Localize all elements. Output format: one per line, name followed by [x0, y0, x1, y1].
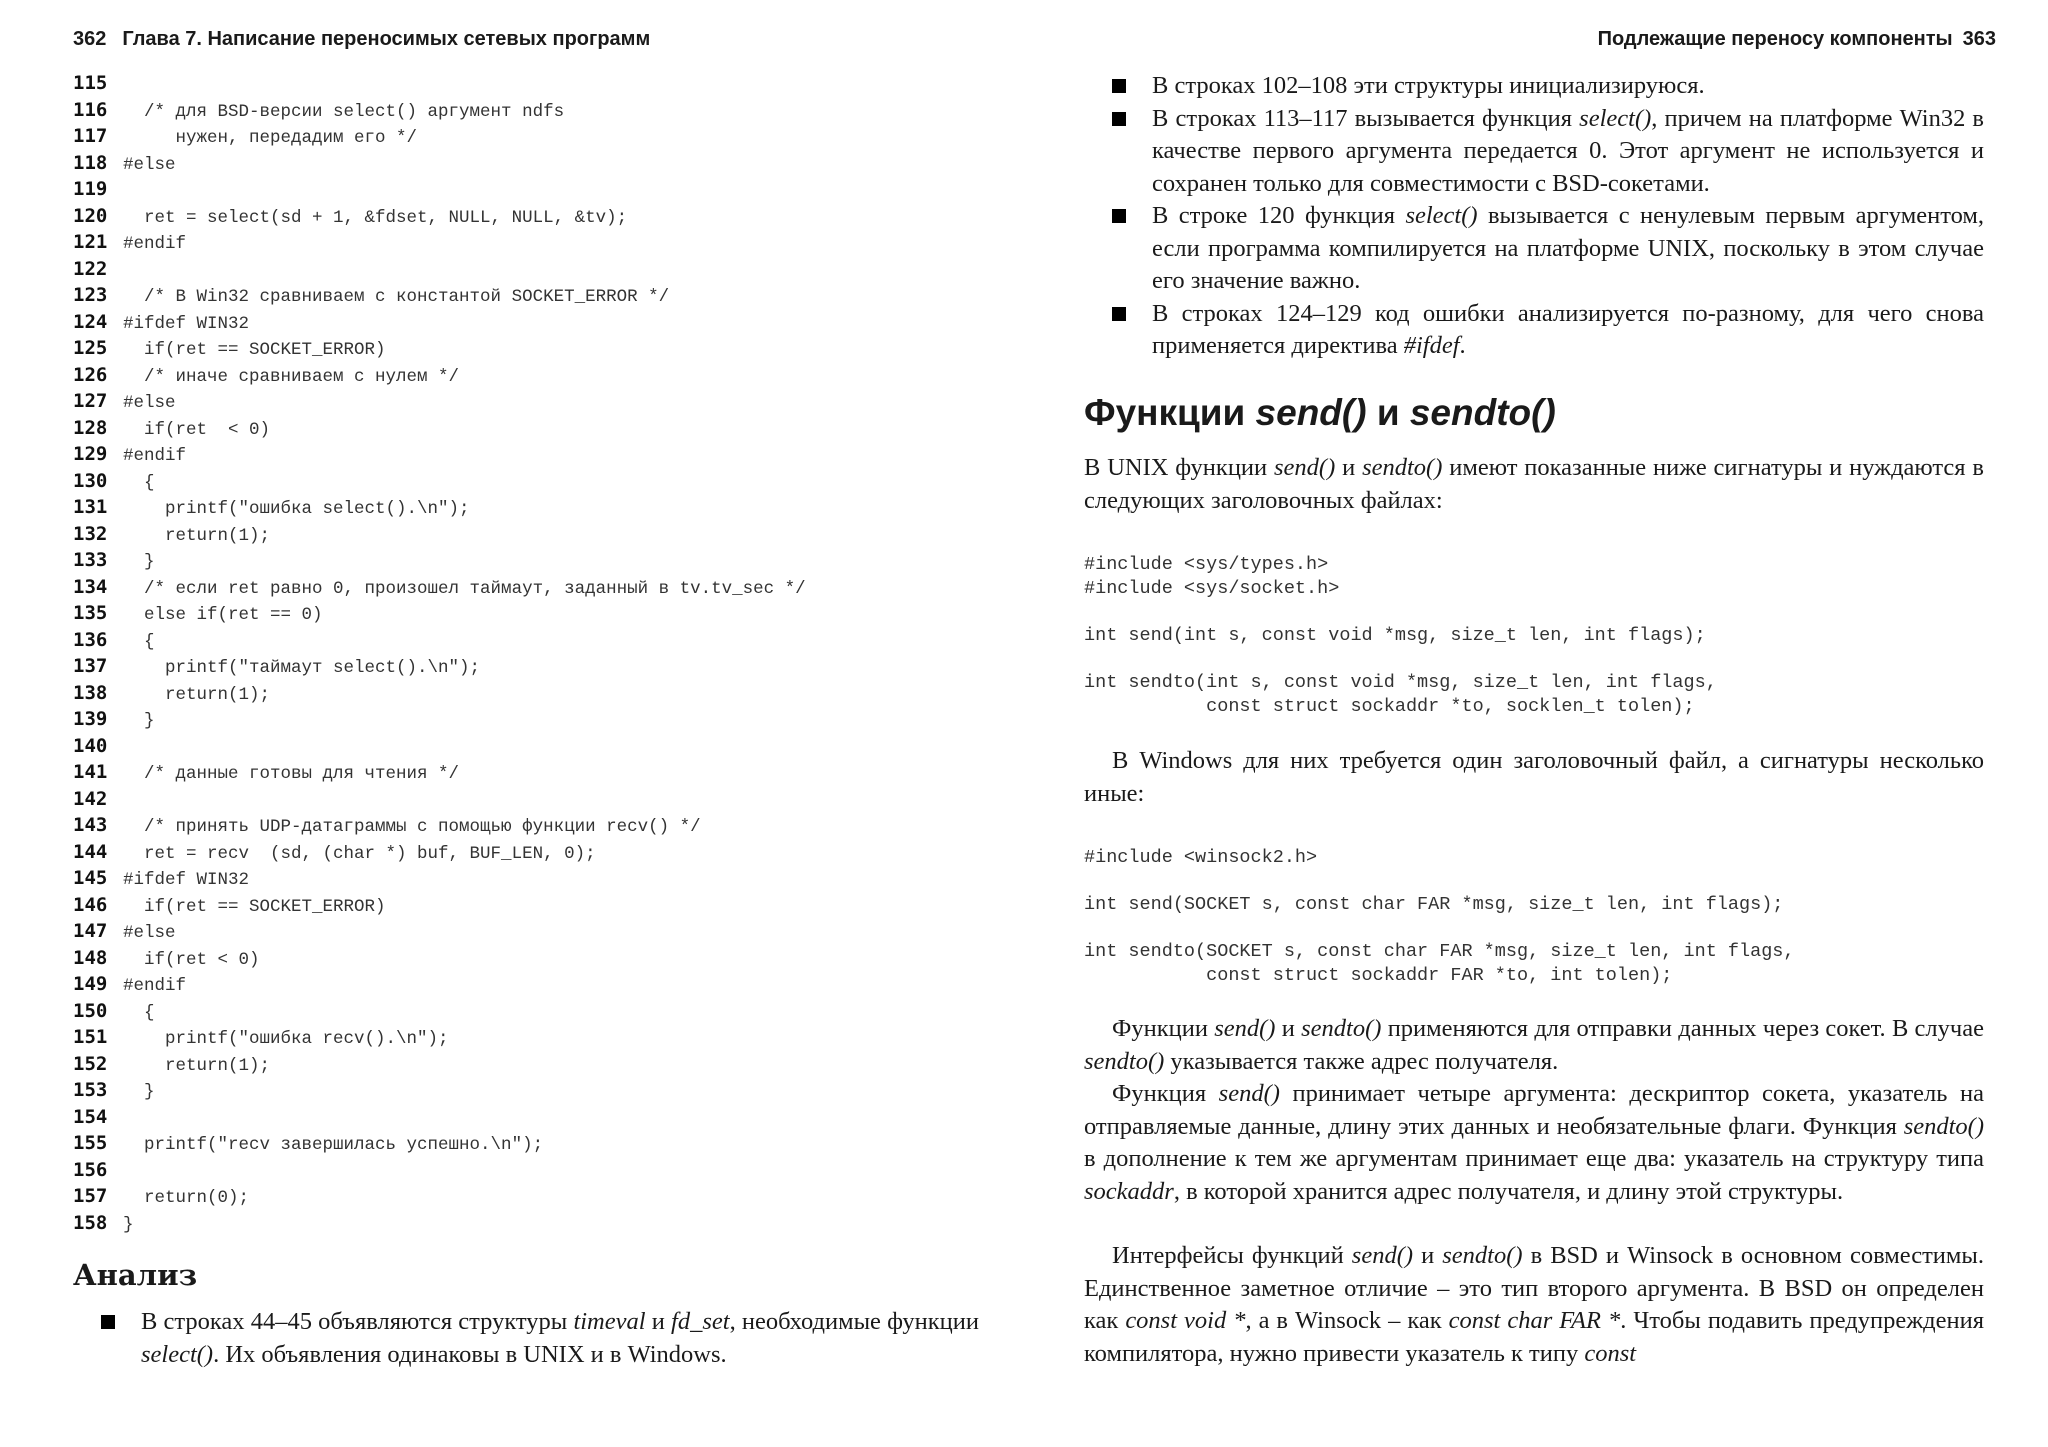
- code-listing-line: [73, 362, 806, 389]
- intro-paragraph: В UNIX функции send() и sendto() имеют показанные ниже сигнатуры и нуждаются в следующих заголовочных файлах:: [1084, 454, 1984, 514]
- code-listing-line: [73, 892, 806, 919]
- section-heading: Функции send() и sendto(): [1084, 392, 1556, 433]
- code-text: /* иначе сравниваем с нулем */: [123, 366, 460, 387]
- line-number: 131: [73, 496, 108, 518]
- code-text: #else: [123, 154, 176, 175]
- unix-code-block: [1084, 553, 1717, 719]
- bullet-square-icon: [1112, 112, 1126, 126]
- code-listing-line: [73, 865, 806, 892]
- line-number: 122: [73, 257, 108, 280]
- line-number: 116: [73, 98, 108, 121]
- code-listing-line: [73, 733, 806, 760]
- line-number: 127: [73, 390, 108, 412]
- code-text: #ifdef WIN32: [123, 870, 250, 890]
- line-number: 154: [73, 1105, 108, 1128]
- code-listing-line: [73, 653, 806, 680]
- code-listing-line: [73, 123, 806, 150]
- paragraph-send-purpose: Функции send() и sendto() применяются для отправки данных через сокет. В случае sendto() указывается также адрес получателя.: [1084, 1015, 1984, 1075]
- code-listing-line: [73, 282, 806, 309]
- left-page-number: 362: [73, 28, 107, 50]
- line-number: 151: [73, 1026, 108, 1048]
- left-running-head: [73, 28, 650, 51]
- code-listing-line: [73, 627, 806, 654]
- code-listing-line: [73, 468, 806, 495]
- code-text: #endif: [123, 234, 187, 254]
- bullet-square-icon: [101, 1315, 115, 1329]
- code-line: #include <sys/types.h>: [1084, 554, 1329, 575]
- bullet-square-icon: [1112, 79, 1126, 93]
- code-line: const struct sockaddr *to, socklen_t tolen);: [1084, 696, 1695, 717]
- analysis-bullet-list: [101, 1306, 979, 1371]
- code-text: /* принять UDP-датаграммы с помощью функции recv() */: [123, 817, 701, 837]
- code-listing-line: [73, 150, 806, 177]
- line-number: 132: [73, 522, 108, 545]
- line-number: 117: [73, 125, 108, 147]
- code-text: /* для BSD-версии select() аргумент ndfs: [123, 101, 565, 122]
- line-number: 155: [73, 1132, 108, 1154]
- code-listing-line: [73, 176, 806, 203]
- code-listing-line: [73, 256, 806, 283]
- right-bullet-list: [1112, 70, 1984, 363]
- line-number: 140: [73, 734, 108, 757]
- code-line: #include <winsock2.h>: [1084, 847, 1318, 868]
- code-listing-line: [73, 1077, 806, 1104]
- code-listing-line: [73, 415, 806, 442]
- code-text: else if(ret == 0): [123, 605, 323, 625]
- paragraph-compatibility: Интерфейсы функций send() и sendto() в BSD и Winsock в основном совместимы. Единственное заметное отличие – это тип второго аргумента. В BSD он определен как const void *, а в Winsock – как const char FAR *. Чтобы подавить предупреждения компилятора, нужно привести указатель к типу const: [1084, 1242, 1984, 1367]
- line-number: 150: [73, 999, 108, 1022]
- code-text: ret = recv (sd, (char *) buf, BUF_LEN, 0);: [123, 843, 596, 864]
- code-listing-line: [73, 70, 806, 97]
- bullet-item: В строках 102–108 эти структуры инициализируюся.: [1112, 70, 1984, 103]
- left-running-head-title: Глава 7. Написание переносимых сетевых программ: [122, 28, 651, 50]
- code-line: #include <sys/socket.h>: [1084, 578, 1340, 599]
- line-number: 130: [73, 469, 108, 492]
- code-text: printf("ошибка select().\n");: [123, 499, 470, 519]
- code-listing-line: [73, 309, 806, 336]
- line-number: 149: [73, 973, 108, 995]
- line-number: 142: [73, 787, 108, 810]
- code-listing-line: [73, 547, 806, 574]
- code-listing-line: [73, 1024, 806, 1051]
- code-listing-line: [73, 335, 806, 362]
- code-listing-line: [73, 203, 806, 230]
- bullet-item: В строке 120 функция select() вызывается с ненулевым первым аргументом, если программа компилируется на платформе UNIX, поскольку в этом случае его значение важно.: [1112, 200, 1984, 298]
- code-listing-line: [73, 1210, 806, 1237]
- right-running-head: [1598, 28, 1996, 51]
- line-number: 134: [73, 575, 108, 598]
- line-number: 147: [73, 920, 108, 942]
- line-number: 133: [73, 549, 108, 571]
- line-number: 146: [73, 893, 108, 916]
- code-text: printf("ошибка recv().\n");: [123, 1029, 449, 1049]
- code-listing-line: [73, 441, 806, 468]
- line-number: 144: [73, 840, 108, 863]
- line-number: 152: [73, 1052, 108, 1075]
- line-number: 145: [73, 867, 108, 889]
- line-number: 148: [73, 946, 108, 969]
- code-text: printf("таймаут select().\n");: [123, 658, 481, 678]
- line-number: 153: [73, 1079, 108, 1101]
- code-line: const struct sockaddr FAR *to, int tolen);: [1084, 965, 1673, 986]
- line-number: 128: [73, 416, 108, 439]
- code-text: #else: [123, 923, 176, 943]
- line-number: 141: [73, 761, 108, 783]
- line-number: 158: [73, 1211, 108, 1234]
- code-listing-line: [73, 812, 806, 839]
- line-number: 120: [73, 204, 108, 227]
- line-number: 157: [73, 1185, 108, 1207]
- line-number: 129: [73, 443, 108, 465]
- code-listing-line: [73, 229, 806, 256]
- code-listing-line: [73, 1130, 806, 1157]
- code-text: }: [123, 711, 155, 731]
- line-number: 118: [73, 151, 108, 174]
- bullet-square-icon: [1112, 209, 1126, 223]
- code-listing-line: [73, 839, 806, 866]
- code-listing-line: [73, 1104, 806, 1131]
- code-text: if(ret == SOCKET_ERROR): [123, 340, 386, 360]
- code-text: return(1);: [123, 684, 271, 705]
- code-listing-line: [73, 1183, 806, 1210]
- windows-code-block: [1084, 846, 1795, 988]
- code-listing-line: [73, 1157, 806, 1184]
- right-page-number: 363: [1962, 28, 1996, 50]
- windows-intro-paragraph: В Windows для них требуется один заголовочный файл, а сигнатуры несколько иные:: [1084, 747, 1984, 807]
- paragraph-send-arguments: Функция send() принимает четыре аргумента: дескриптор сокета, указатель на отправляемые данные, длину этих данных и необязательные флаги. Функция sendto() в дополнение к тем же аргументам принимает еще два: указатель на структуру типа sockaddr, в которой хранится адрес получателя, и длину этой структуры.: [1084, 1080, 1984, 1205]
- code-text: }: [123, 1082, 155, 1102]
- code-text: нужен, передадим его */: [123, 128, 418, 148]
- code-listing: [73, 70, 806, 1236]
- code-listing-line: [73, 998, 806, 1025]
- line-number: 121: [73, 231, 108, 253]
- code-line: int send(SOCKET s, const char FAR *msg, size_t len, int flags);: [1084, 894, 1784, 915]
- line-number: 125: [73, 337, 108, 359]
- code-text: #else: [123, 393, 176, 413]
- code-text: if(ret < 0): [123, 949, 260, 970]
- code-text: #endif: [123, 976, 187, 996]
- code-listing-line: [73, 600, 806, 627]
- code-listing-line: [73, 680, 806, 707]
- code-text: {: [123, 1002, 155, 1023]
- right-running-head-title: Подлежащие переносу компоненты: [1597, 28, 1953, 50]
- line-number: 136: [73, 628, 108, 651]
- analysis-bullet: В строках 44–45 объявляются структуры timeval и fd_set, необходимые функции select(). Их объявления одинаковы в UNIX и в Windows.: [101, 1306, 979, 1371]
- code-text: {: [123, 631, 155, 652]
- code-text: ret = select(sd + 1, &fdset, NULL, NULL, &tv);: [123, 207, 628, 228]
- bullet-item: В строках 113–117 вызывается функция select(), причем на платформе Win32 в качестве первого аргумента передается 0. Этот аргумент не используется и сохранен только для совместимости с BSD-сокетами.: [1112, 103, 1984, 201]
- line-number: 138: [73, 681, 108, 704]
- code-line: int send(int s, const void *msg, size_t len, int flags);: [1084, 625, 1706, 646]
- code-text: #ifdef WIN32: [123, 313, 250, 334]
- code-listing-line: [73, 759, 806, 786]
- bullet-square-icon: [1112, 307, 1126, 321]
- code-text: return(1);: [123, 1055, 271, 1076]
- code-text: /* В Win32 сравниваем с константой SOCKET_ERROR */: [123, 287, 670, 307]
- code-text: if(ret == SOCKET_ERROR): [123, 896, 386, 917]
- code-listing-line: [73, 945, 806, 972]
- analysis-heading: Анализ: [73, 1258, 198, 1292]
- code-listing-line: [73, 494, 806, 521]
- code-line: int sendto(int s, const void *msg, size_t len, int flags,: [1084, 672, 1717, 693]
- code-text: }: [123, 552, 155, 572]
- code-listing-line: [73, 786, 806, 813]
- code-text: printf("recv завершилась успешно.\n");: [123, 1135, 544, 1155]
- line-number: 156: [73, 1158, 108, 1181]
- code-text: /* если ret равно 0, произошел таймаут, заданный в tv.tv_sec */: [123, 578, 806, 599]
- code-listing-line: [73, 706, 806, 733]
- line-number: 137: [73, 655, 108, 677]
- line-number: 126: [73, 363, 108, 386]
- code-text: #endif: [123, 446, 187, 466]
- code-text: if(ret < 0): [123, 419, 271, 440]
- code-listing-line: [73, 574, 806, 601]
- line-number: 119: [73, 178, 108, 200]
- code-text: return(0);: [123, 1188, 250, 1208]
- line-number: 115: [73, 72, 108, 94]
- line-number: 143: [73, 814, 108, 836]
- code-listing-line: [73, 1051, 806, 1078]
- line-number: 124: [73, 310, 108, 333]
- code-text: /* данные готовы для чтения */: [123, 764, 460, 784]
- code-listing-line: [73, 971, 806, 998]
- code-text: return(1);: [123, 525, 271, 546]
- code-listing-line: [73, 521, 806, 548]
- line-number: 139: [73, 708, 108, 730]
- code-listing-line: [73, 388, 806, 415]
- code-text: {: [123, 472, 155, 493]
- line-number: 135: [73, 602, 108, 624]
- code-listing-line: [73, 918, 806, 945]
- bullet-item: В строках 124–129 код ошибки анализируется по-разному, для чего снова применяется директива #ifdef.: [1112, 298, 1984, 363]
- line-number: 123: [73, 284, 108, 306]
- code-line: int sendto(SOCKET s, const char FAR *msg, size_t len, int flags,: [1084, 941, 1795, 962]
- code-text: }: [123, 1214, 134, 1235]
- code-listing-line: [73, 97, 806, 124]
